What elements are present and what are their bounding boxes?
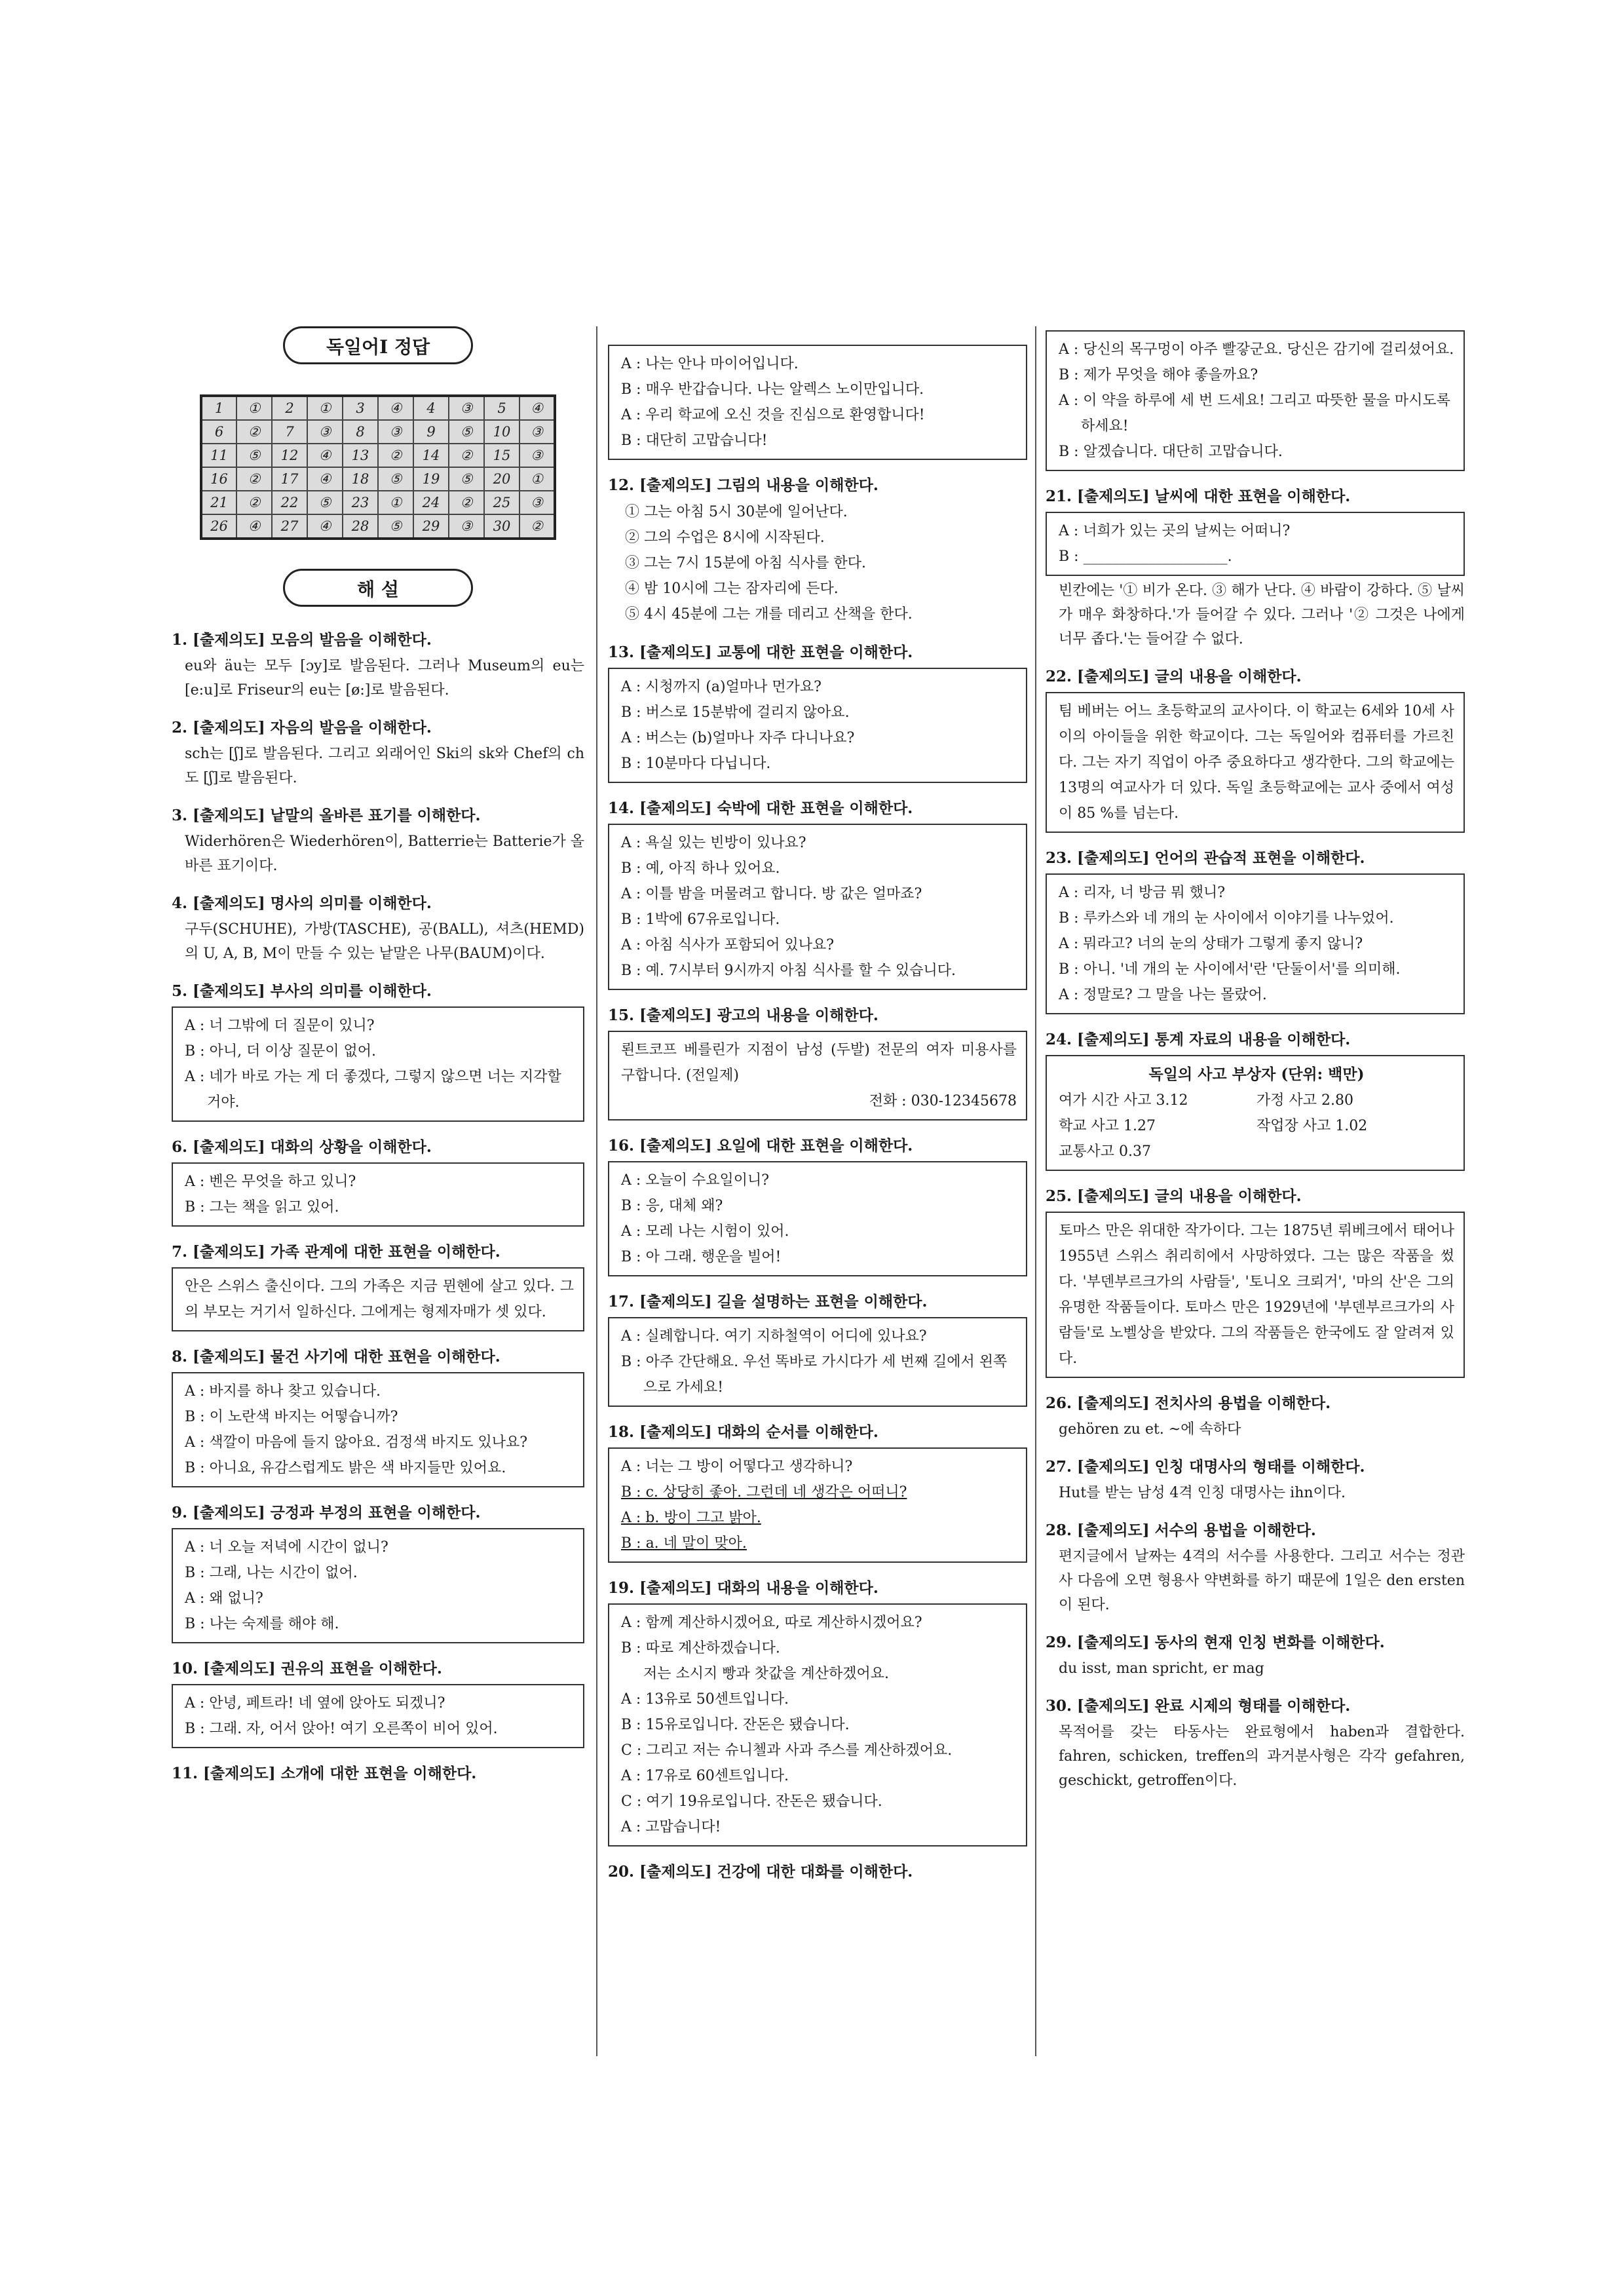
q17-dialogue-box [608, 1317, 1027, 1407]
q11-heading-section [172, 1763, 584, 1785]
page-title: 독일어Ⅰ 정답 [283, 326, 473, 364]
answer-choice: ② [236, 420, 272, 444]
q18-dialogue-box [608, 1447, 1027, 1563]
q4-text: 구두(SCHUHE), 가방(TASCHE), 공(BALL), 셔츠(HEMD)의 U, A, B, M이 만들 수 있는 낱말은 나무(BAUM)이다. [185, 921, 584, 962]
question-number: 20 [484, 467, 519, 491]
stats-title: 독일의 사고 부상자 (단위: 백만) [1148, 1065, 1365, 1083]
q4-section [172, 892, 584, 966]
answer-choice: ④ [236, 514, 272, 539]
dialogue-line: B : 10분마다 다닙니다. [621, 756, 771, 772]
q1-heading: 1. [출제의도] 모음의 발음을 이해한다. [172, 631, 432, 649]
answer-choice: ④ [378, 396, 413, 420]
question-number: 1 [201, 396, 236, 420]
stats-row [1059, 1113, 1454, 1139]
ad-phone: 전화 : 030-12345678 [869, 1093, 1017, 1109]
stat-item: 여가 시간 사고 3.12 [1059, 1092, 1188, 1109]
q29-heading: 29. [출제의도] 동사의 현재 인칭 변화를 이해한다. [1046, 1634, 1385, 1651]
q8-section [172, 1346, 584, 1487]
question-number: 3 [343, 396, 378, 420]
dialogue-line: A : 리자, 너 방금 뭐 했니? [1059, 885, 1226, 901]
q11-heading: 11. [출제의도] 소개에 대한 표현을 이해한다. [172, 1765, 477, 1782]
q8-dialogue-box [172, 1372, 584, 1487]
q12-choices [625, 499, 1027, 627]
dialogue-line: A : 고맙습니다! [621, 1819, 721, 1835]
q23-heading: 23. [출제의도] 언어의 관습적 표현을 이해한다. [1046, 849, 1365, 867]
answer-choice: ⑤ [378, 467, 413, 491]
stats-row [1059, 1139, 1454, 1164]
column-divider-2 [1035, 326, 1036, 2056]
question-number: 12 [272, 444, 307, 467]
q17-section [608, 1291, 1027, 1407]
q14-dialogue-box [608, 824, 1027, 990]
answer-choice: ⑤ [449, 467, 484, 491]
dialogue-line: C : 여기 19유로입니다. 잔돈은 됐습니다. [621, 1793, 882, 1810]
choice-item: ③ 그는 7시 15분에 아침 식사를 한다. [625, 555, 866, 571]
dialogue-line: A : 욕실 있는 빈방이 있나요? [621, 835, 806, 851]
question-number: 14 [413, 444, 449, 467]
q2-section [172, 717, 584, 790]
question-number: 25 [484, 491, 519, 514]
answer-choice: ① [378, 491, 413, 514]
answer-choice: ① [236, 396, 272, 420]
dialogue-line: A : 17유로 60센트입니다. [621, 1768, 789, 1784]
answer-choice: ② [236, 491, 272, 514]
dialogue-line: B : 15유로입니다. 잔돈은 됐습니다. [621, 1717, 850, 1733]
dialogue-line: B : 그래. 자, 어서 앉아! 여기 오른쪽이 비어 있어. [185, 1721, 498, 1737]
q30-heading: 30. [출제의도] 완료 시제의 형태를 이해한다. [1046, 1697, 1351, 1715]
q25-section [1046, 1185, 1465, 1378]
q13-heading: 13. [출제의도] 교통에 대한 표현을 이해한다. [608, 643, 913, 661]
question-number: 27 [272, 514, 307, 539]
dialogue-line: B : 아니, 더 이상 질문이 없어. [185, 1043, 377, 1060]
q20-heading: 20. [출제의도] 건강에 대한 대화를 이해한다. [608, 1863, 913, 1881]
dialogue-line: A : 함께 계산하시겠어요, 따로 계산하시겠어요? [621, 1615, 922, 1631]
dialogue-line: B : ____________________. [1059, 548, 1232, 565]
answer-choice: ③ [519, 444, 555, 467]
dialogue-line: A : 너희가 있는 곳의 날씨는 어떠니? [1059, 523, 1291, 539]
q19-section [608, 1577, 1027, 1846]
q5-dialogue-box [172, 1006, 584, 1122]
q21-section [1046, 486, 1465, 651]
q18-heading: 18. [출제의도] 대화의 순서를 이해한다. [608, 1423, 878, 1441]
q4-heading: 4. [출제의도] 명사의 의미를 이해한다. [172, 894, 432, 912]
column-3 [1046, 326, 1465, 1793]
q21-heading: 21. [출제의도] 날씨에 대한 표현을 이해한다. [1046, 488, 1351, 505]
question-number: 17 [272, 467, 307, 491]
stat-item: 학교 사고 1.27 [1059, 1118, 1156, 1134]
q16-heading: 16. [출제의도] 요일에 대한 표현을 이해한다. [608, 1137, 913, 1155]
stat-item: 작업장 사고 1.02 [1256, 1118, 1368, 1134]
dialogue-line: A : 너 그밖에 더 질문이 있니? [185, 1018, 375, 1034]
dialogue-line: A : 시청까지 (a)얼마나 먼가요? [621, 679, 821, 695]
q20-dialogue-box [1046, 330, 1465, 471]
q28-text: 편지글에서 날짜는 4격의 서수를 사용한다. 그리고 서수는 정관사 다음에 오면 형용사 약변화를 하기 때문에 1일은 den ersten이 된다. [1059, 1548, 1465, 1613]
question-number: 7 [272, 420, 307, 444]
column-divider-1 [596, 326, 597, 2056]
q1-text: eu와 äu는 모두 [ɔy]로 발음된다. 그러나 Museum의 eu는 [e:u]로 Friseur의 eu는 [ø:]로 발음된다. [185, 658, 584, 698]
dialogue-line: A : 당신의 목구멍이 아주 빨갛군요. 당신은 감기에 걸리셨어요. [1059, 341, 1454, 358]
column-1 [172, 326, 584, 1785]
q15-heading: 15. [출제의도] 광고의 내용을 이해한다. [608, 1006, 878, 1024]
q6-dialogue-box [172, 1162, 584, 1227]
answer-choice: ④ [307, 514, 343, 539]
answer-row [201, 444, 555, 467]
answer-choice: ④ [307, 467, 343, 491]
q20-heading-section [608, 1861, 1027, 1883]
question-number: 4 [413, 396, 449, 420]
dialogue-line: A : 우리 학교에 오신 것을 진심으로 환영합니다! [621, 407, 925, 423]
dialogue-line: A : 버스는 (b)얼마나 자주 다니나요? [621, 730, 855, 746]
q26-section [1046, 1392, 1465, 1442]
dialogue-line: B : 아주 간단해요. 우선 똑바로 가시다가 세 번째 길에서 왼쪽으로 가세요! [621, 1354, 1008, 1396]
dialogue-line: A : 이 약을 하루에 세 번 드세요! 그리고 따뜻한 물을 마시도록 하세요! [1059, 392, 1450, 434]
dialogue-line: B : 예, 아직 하나 있어요. [621, 860, 780, 877]
dialogue-line: B : a. 네 말이 맞아. [621, 1535, 747, 1552]
dialogue-line: B : 아니. '네 개의 눈 사이에서'란 '단둘이서'를 의미해. [1059, 961, 1401, 978]
q13-dialogue-box [608, 668, 1027, 783]
question-number: 26 [201, 514, 236, 539]
q9-heading: 9. [출제의도] 긍정과 부정의 표현을 이해한다. [172, 1504, 481, 1521]
q27-section [1046, 1456, 1465, 1505]
dialogue-line: A : 13유로 50센트입니다. [621, 1691, 789, 1708]
q10-heading: 10. [출제의도] 권유의 표현을 이해한다. [172, 1660, 442, 1677]
q13-section [608, 641, 1027, 783]
answer-row [201, 514, 555, 539]
q22-section [1046, 666, 1465, 833]
dialogue-line: B : 아 그래. 행운을 빌어! [621, 1249, 782, 1265]
answer-choice: ③ [519, 420, 555, 444]
answer-choice: ③ [378, 420, 413, 444]
dialogue-line: A : 바지를 하나 찾고 있습니다. [185, 1383, 381, 1400]
dialogue-line: B : 매우 반갑습니다. 나는 알렉스 노이만입니다. [621, 381, 924, 398]
q25-heading: 25. [출제의도] 글의 내용을 이해한다. [1046, 1187, 1302, 1205]
answer-choice: ③ [519, 491, 555, 514]
q27-heading: 27. [출제의도] 인칭 대명사의 형태를 이해한다. [1046, 1458, 1365, 1476]
dialogue-line: B : 아니요, 유감스럽게도 밝은 색 바지들만 있어요. [185, 1460, 506, 1476]
stat-item: 가정 사고 2.80 [1256, 1092, 1353, 1109]
q28-heading: 28. [출제의도] 서수의 용법을 이해한다. [1046, 1521, 1316, 1539]
dialogue-line: A : 나는 안나 마이어입니다. [621, 356, 799, 372]
q11-dialogue-box [608, 345, 1027, 460]
q10-dialogue-box [172, 1684, 584, 1748]
answer-choice: ② [519, 514, 555, 539]
q14-heading: 14. [출제의도] 숙박에 대한 표현을 이해한다. [608, 799, 913, 817]
answer-choice: ③ [307, 420, 343, 444]
dialogue-line: A : 너는 그 방이 어떻다고 생각하니? [621, 1459, 853, 1475]
dialogue-line: A : 실례합니다. 여기 지하철역이 어디에 있나요? [621, 1328, 927, 1345]
dialogue-line: B : 알겠습니다. 대단히 고맙습니다. [1059, 444, 1283, 460]
dialogue-line: A : 색깔이 마음에 들지 않아요. 검정색 바지도 있나요? [185, 1434, 528, 1451]
dialogue-line: B : 그는 책을 읽고 있어. [185, 1199, 339, 1215]
q7-heading: 7. [출제의도] 가족 관계에 대한 표현을 이해한다. [172, 1243, 500, 1261]
dialogue-line: B : 이 노란색 바지는 어떻습니까? [185, 1409, 398, 1425]
q2-text: sch는 [ʃ]로 발음된다. 그리고 외래어인 Ski의 sk와 Chef의 ch도 [ʃ]로 발음된다. [185, 746, 584, 786]
dialogue-line: A : 아침 식사가 포함되어 있나요? [621, 937, 835, 953]
q28-section [1046, 1520, 1465, 1617]
question-number: 18 [343, 467, 378, 491]
q22-text-box [1046, 692, 1465, 833]
q25-text-box [1046, 1212, 1465, 1378]
answer-choice: ① [519, 467, 555, 491]
dialogue-line: B : 버스로 15분밖에 걸리지 않아요. [621, 704, 850, 721]
question-number: 24 [413, 491, 449, 514]
q7-text-box [172, 1267, 584, 1331]
q19-dialogue-box [608, 1603, 1027, 1846]
dialogue-line: B : 제가 무엇을 해야 좋을까요? [1059, 367, 1258, 383]
q16-dialogue-box [608, 1161, 1027, 1276]
choice-item: ① 그는 아침 5시 30분에 일어난다. [625, 504, 848, 520]
answer-choice: ③ [449, 514, 484, 539]
q21-text: 빈칸에는 '① 비가 온다. ③ 해가 난다. ④ 바람이 강하다. ⑤ 날씨가 매우 화창하다.'가 들어갈 수 있다. 그러나 '② 그것은 나에게 너무 좁다.'는 들어갈 수 없다. [1059, 583, 1465, 647]
q15-ad-box [608, 1031, 1027, 1120]
q2-heading: 2. [출제의도] 자음의 발음을 이해한다. [172, 719, 432, 737]
answer-choice: ① [307, 396, 343, 420]
q5-section [172, 980, 584, 1122]
q30-section [1046, 1695, 1465, 1793]
q17-heading: 17. [출제의도] 길을 설명하는 표현을 이해한다. [608, 1293, 928, 1311]
dialogue-line: B : 따로 계산하겠습니다. [621, 1640, 780, 1656]
question-number: 22 [272, 491, 307, 514]
dialogue-line: C : 그리고 저는 슈니첼과 사과 주스를 계산하겠어요. [621, 1742, 953, 1759]
dialogue-line: B : 나는 숙제를 해야 해. [185, 1616, 339, 1632]
passage-text: 팀 베버는 어느 초등학교의 교사이다. 이 학교는 6세와 10세 사이의 아이들을 위한 학교이다. 그는 독일어와 컴퓨터를 가르친다. 그는 자기 직업이 아주 중요하다고 생각한다. 그의 학교에는 13명의 여교사가 더 있다. 독일 초등학교에는 교사 중에서 여성이 85 %를 넘는다. [1059, 703, 1454, 822]
dialogue-line: 저는 소시지 빵과 찻값을 계산하겠어요. [643, 1666, 889, 1682]
q6-section [172, 1136, 584, 1227]
question-number: 8 [343, 420, 378, 444]
q24-stats-box [1046, 1055, 1465, 1171]
q22-heading: 22. [출제의도] 글의 내용을 이해한다. [1046, 668, 1302, 685]
q14-section [608, 797, 1027, 990]
q9-section [172, 1502, 584, 1643]
question-number: 10 [484, 420, 519, 444]
passage-text: 안은 스위스 출신이다. 그의 가족은 지금 뮌헨에 살고 있다. 그의 부모는 거기서 일하신다. 그에게는 형제자매가 셋 있다. [185, 1278, 574, 1320]
choice-item: ⑤ 4시 45분에 그는 개를 데리고 산책을 한다. [625, 606, 913, 622]
question-number: 13 [343, 444, 378, 467]
dialogue-line: A : 이틀 밤을 머물려고 합니다. 방 값은 얼마죠? [621, 886, 922, 902]
choice-item: ④ 밤 10시에 그는 잠자리에 든다. [625, 581, 839, 597]
q26-heading: 26. [출제의도] 전치사의 용법을 이해한다. [1046, 1394, 1331, 1412]
dialogue-line: A : 네가 바로 가는 게 더 좋겠다, 그렇지 않으면 너는 지각할 거야. [185, 1069, 561, 1111]
q24-heading: 24. [출제의도] 통계 자료의 내용을 이해한다. [1046, 1031, 1351, 1048]
q6-heading: 6. [출제의도] 대화의 상황을 이해한다. [172, 1138, 432, 1156]
dialogue-line: B : 응, 대체 왜? [621, 1198, 723, 1214]
answer-choice: ② [449, 444, 484, 467]
answer-choice: ② [378, 444, 413, 467]
q12-heading: 12. [출제의도] 그림의 내용을 이해한다. [608, 476, 878, 494]
answer-row [201, 491, 555, 514]
q18-section [608, 1421, 1027, 1563]
answer-choice: ⑤ [449, 420, 484, 444]
q3-text: Widerhören은 Wiederhören이, Batterrie는 Batterie가 올바른 표기이다. [185, 833, 584, 874]
ad-text: 뢴트코프 베를린가 지점이 남성 (두발) 전문의 여자 미용사를 구합니다. (전일제) [621, 1042, 1017, 1084]
q23-section [1046, 847, 1465, 1014]
q24-section [1046, 1029, 1465, 1171]
q23-dialogue-box [1046, 873, 1465, 1014]
q5-heading: 5. [출제의도] 부사의 의미를 이해한다. [172, 982, 432, 1000]
choice-item: ② 그의 수업은 8시에 시작된다. [625, 529, 825, 546]
answer-choice: ③ [449, 396, 484, 420]
question-number: 11 [201, 444, 236, 467]
answer-choice: ④ [307, 444, 343, 467]
question-number: 30 [484, 514, 519, 539]
dialogue-line: B : 예. 7시부터 9시까지 아침 식사를 할 수 있습니다. [621, 963, 956, 979]
q21-dialogue-box [1046, 512, 1465, 576]
answer-choice: ② [449, 491, 484, 514]
q1-section [172, 629, 584, 702]
answer-choice: ⑤ [378, 514, 413, 539]
question-number: 2 [272, 396, 307, 420]
answer-key-table [200, 394, 556, 540]
question-number: 28 [343, 514, 378, 539]
dialogue-line: A : 안녕, 페트라! 네 옆에 앉아도 되겠니? [185, 1695, 445, 1712]
stat-item: 교통사고 0.37 [1059, 1143, 1151, 1160]
dialogue-line: B : 그래, 나는 시간이 없어. [185, 1565, 358, 1581]
q12-section [608, 474, 1027, 627]
q29-text: du isst, man spricht, er mag [1059, 1660, 1264, 1677]
commentary-title: 해 설 [283, 569, 473, 607]
q26-text: gehören zu et. ~에 속하다 [1059, 1421, 1241, 1438]
answer-choice: ⑤ [236, 444, 272, 467]
q7-section [172, 1241, 584, 1331]
answer-row [201, 420, 555, 444]
question-number: 23 [343, 491, 378, 514]
question-number: 15 [484, 444, 519, 467]
answer-row [201, 467, 555, 491]
question-number: 19 [413, 467, 449, 491]
answer-choice: ② [236, 467, 272, 491]
dialogue-line: B : 루카스와 네 개의 눈 사이에서 이야기를 나누었어. [1059, 910, 1394, 927]
dialogue-line: A : 모레 나는 시험이 있어. [621, 1223, 789, 1240]
q10-section [172, 1658, 584, 1748]
q15-section [608, 1004, 1027, 1120]
dialogue-line: A : b. 방이 그고 밝아. [621, 1510, 761, 1526]
question-number: 29 [413, 514, 449, 539]
question-number: 6 [201, 420, 236, 444]
passage-text: 토마스 만은 위대한 작가이다. 그는 1875년 뤼베크에서 태어나 1955년 스위스 취리히에서 사망하였다. 그는 많은 작품을 썼다. '부덴부르크가의 사람들', '토니오 크뢰거', '마의 산'은 그의 유명한 작품들이다. 토마스 만은 1929년에 '부덴부르크가의 사람들'로 노벨상을 받았다. 그의 작품들은 한국에도 잘 알려져 있다. [1059, 1223, 1454, 1367]
q16-section [608, 1135, 1027, 1276]
question-number: 16 [201, 467, 236, 491]
q27-text: Hut를 받는 남성 4격 인칭 대명사는 ihn이다. [1059, 1485, 1346, 1501]
dialogue-line: A : 벤은 무엇을 하고 있니? [185, 1174, 356, 1190]
q29-section [1046, 1632, 1465, 1681]
q9-dialogue-box [172, 1528, 584, 1643]
q3-heading: 3. [출제의도] 낱말의 올바른 표기를 이해한다. [172, 807, 481, 824]
q3-section [172, 805, 584, 878]
answer-choice: ⑤ [307, 491, 343, 514]
q30-text: 목적어를 갖는 타동사는 완료형에서 haben과 결합한다. fahren, schicken, treffen의 과거분사형은 각각 gefahren, geschickt, getroffen이다. [1059, 1724, 1465, 1789]
column-2 [608, 326, 1027, 1883]
dialogue-line: A : 오늘이 수요일이니? [621, 1172, 770, 1189]
dialogue-line: A : 정말로? 그 말을 나는 몰랐어. [1059, 987, 1267, 1003]
q8-heading: 8. [출제의도] 물건 사기에 대한 표현을 이해한다. [172, 1348, 500, 1366]
question-number: 5 [484, 396, 519, 420]
dialogue-line: B : c. 상당히 좋아. 그런데 네 생각은 어떠니? [621, 1484, 907, 1501]
dialogue-line: A : 뭐라고? 너의 눈의 상태가 그렇게 좋지 않니? [1059, 936, 1363, 952]
dialogue-line: A : 왜 없니? [185, 1590, 263, 1607]
question-number: 9 [413, 420, 449, 444]
answer-row [201, 396, 555, 420]
answer-choice: ④ [519, 396, 555, 420]
dialogue-line: B : 1박에 67유로입니다. [621, 911, 780, 928]
q19-heading: 19. [출제의도] 대화의 내용을 이해한다. [608, 1579, 878, 1597]
dialogue-line: B : 대단히 고맙습니다! [621, 432, 768, 449]
stats-row [1059, 1088, 1454, 1113]
question-number: 21 [201, 491, 236, 514]
dialogue-line: A : 너 오늘 저녁에 시간이 없니? [185, 1539, 388, 1556]
